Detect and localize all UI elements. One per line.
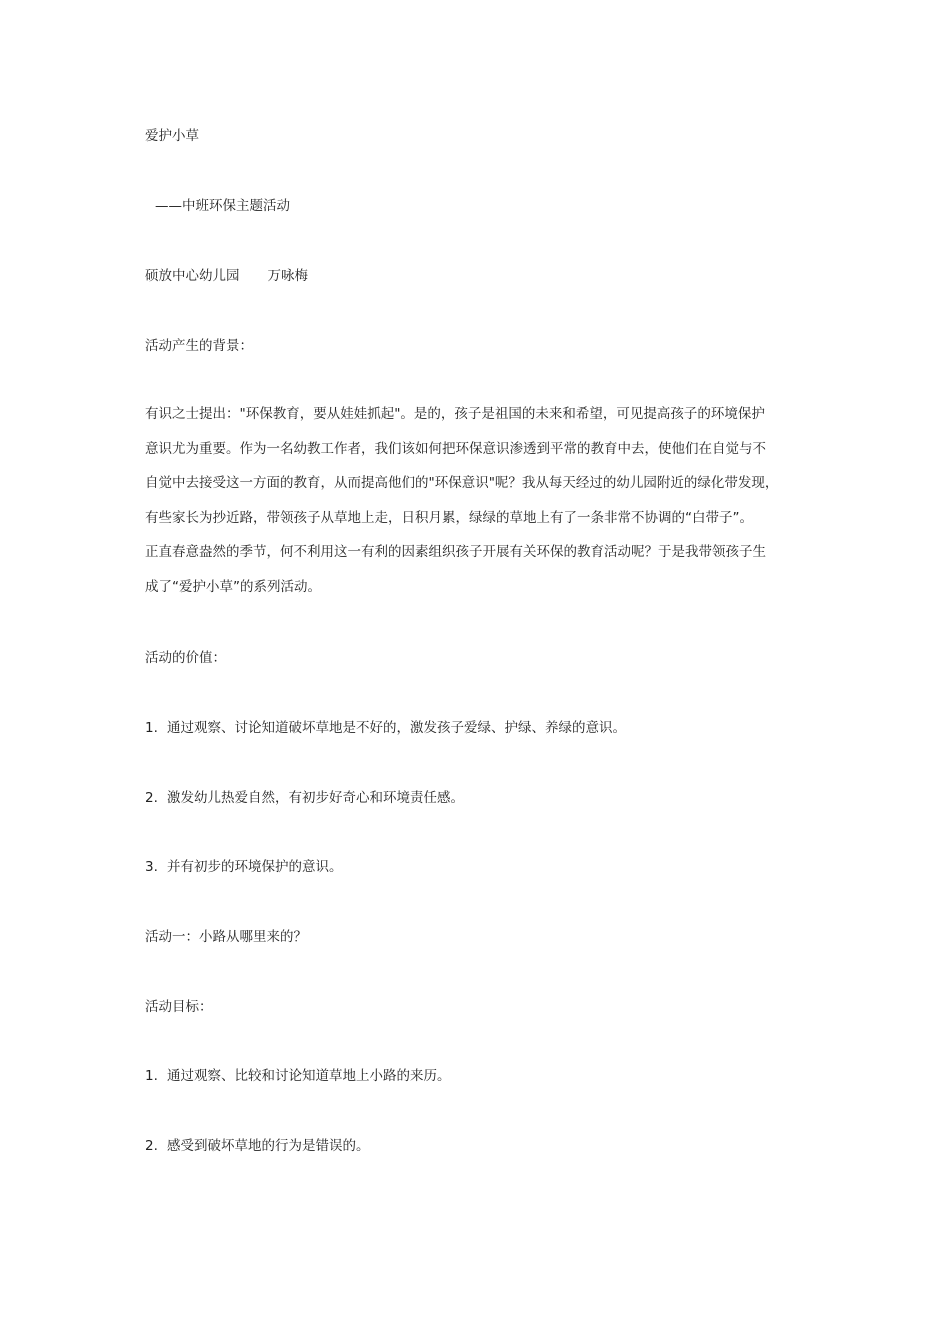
- activity1-goals-heading: 活动目标：: [145, 999, 213, 1015]
- author-line: [145, 266, 308, 286]
- value-item: [145, 718, 626, 738]
- background-line: 有识之士提出："环保教育，要从娃娃抓起"。是的，孩子是祖国的未来和希望，可见提高孩子的环境保护: [145, 406, 765, 422]
- background-paragraph: [145, 397, 815, 605]
- background-line: 正直春意盎然的季节，何不利用这一有利的因素组织孩子开展有关环保的教育活动呢？于是我带领孩子生: [145, 544, 766, 561]
- background-line: 成了“爱护小草”的系列活动。: [145, 578, 321, 595]
- value-item: [145, 857, 343, 877]
- value-item-number: 3.: [145, 859, 158, 875]
- background-heading: 活动产生的背景：: [145, 338, 253, 354]
- background-line: 意识尤为重要。作为一名幼教工作者，我们该如何把环保意识渗透到平常的教育中去，使他们在自觉与不: [145, 440, 766, 457]
- value-item-text: 并有初步的环境保护的意识。: [167, 859, 343, 875]
- goal-item-text: 通过观察、比较和讨论知道草地上小路的来历。: [167, 1068, 451, 1084]
- author-name: 万咏梅: [267, 268, 308, 284]
- activity1-goal-item: [145, 1066, 451, 1086]
- value-item-number: 2.: [145, 790, 158, 806]
- background-line: 有些家长为抄近路，带领孩子从草地上走，日积月累，绿绿的草地上有了一条非常不协调的“白带子”。: [145, 509, 753, 526]
- value-item-text: 激发幼儿热爱自然，有初步好奇心和环境责任感。: [167, 790, 464, 806]
- activity1-goal-item: [145, 1136, 370, 1156]
- goal-item-number: 2.: [145, 1138, 158, 1154]
- value-item: [145, 788, 464, 808]
- goal-item-number: 1.: [145, 1068, 158, 1084]
- value-item-number: 1.: [145, 720, 158, 736]
- value-heading: 活动的价值：: [145, 650, 226, 666]
- goal-item-text: 感受到破坏草地的行为是错误的。: [167, 1138, 370, 1154]
- activity1-heading: 活动一：小路从哪里来的？: [145, 929, 307, 945]
- background-line: 自觉中去接受这一方面的教育，从而提高他们的"环保意识"呢？我从每天经过的幼儿园附近的绿化带发现，: [145, 475, 779, 492]
- author-school: 硕放中心幼儿园: [145, 268, 240, 284]
- document-subtitle: ——中班环保主题活动: [155, 198, 290, 214]
- value-item-text: 通过观察、讨论知道破坏草地是不好的，激发孩子爱绿、护绿、养绿的意识。: [167, 720, 626, 736]
- document-title: 爱护小草: [145, 128, 199, 144]
